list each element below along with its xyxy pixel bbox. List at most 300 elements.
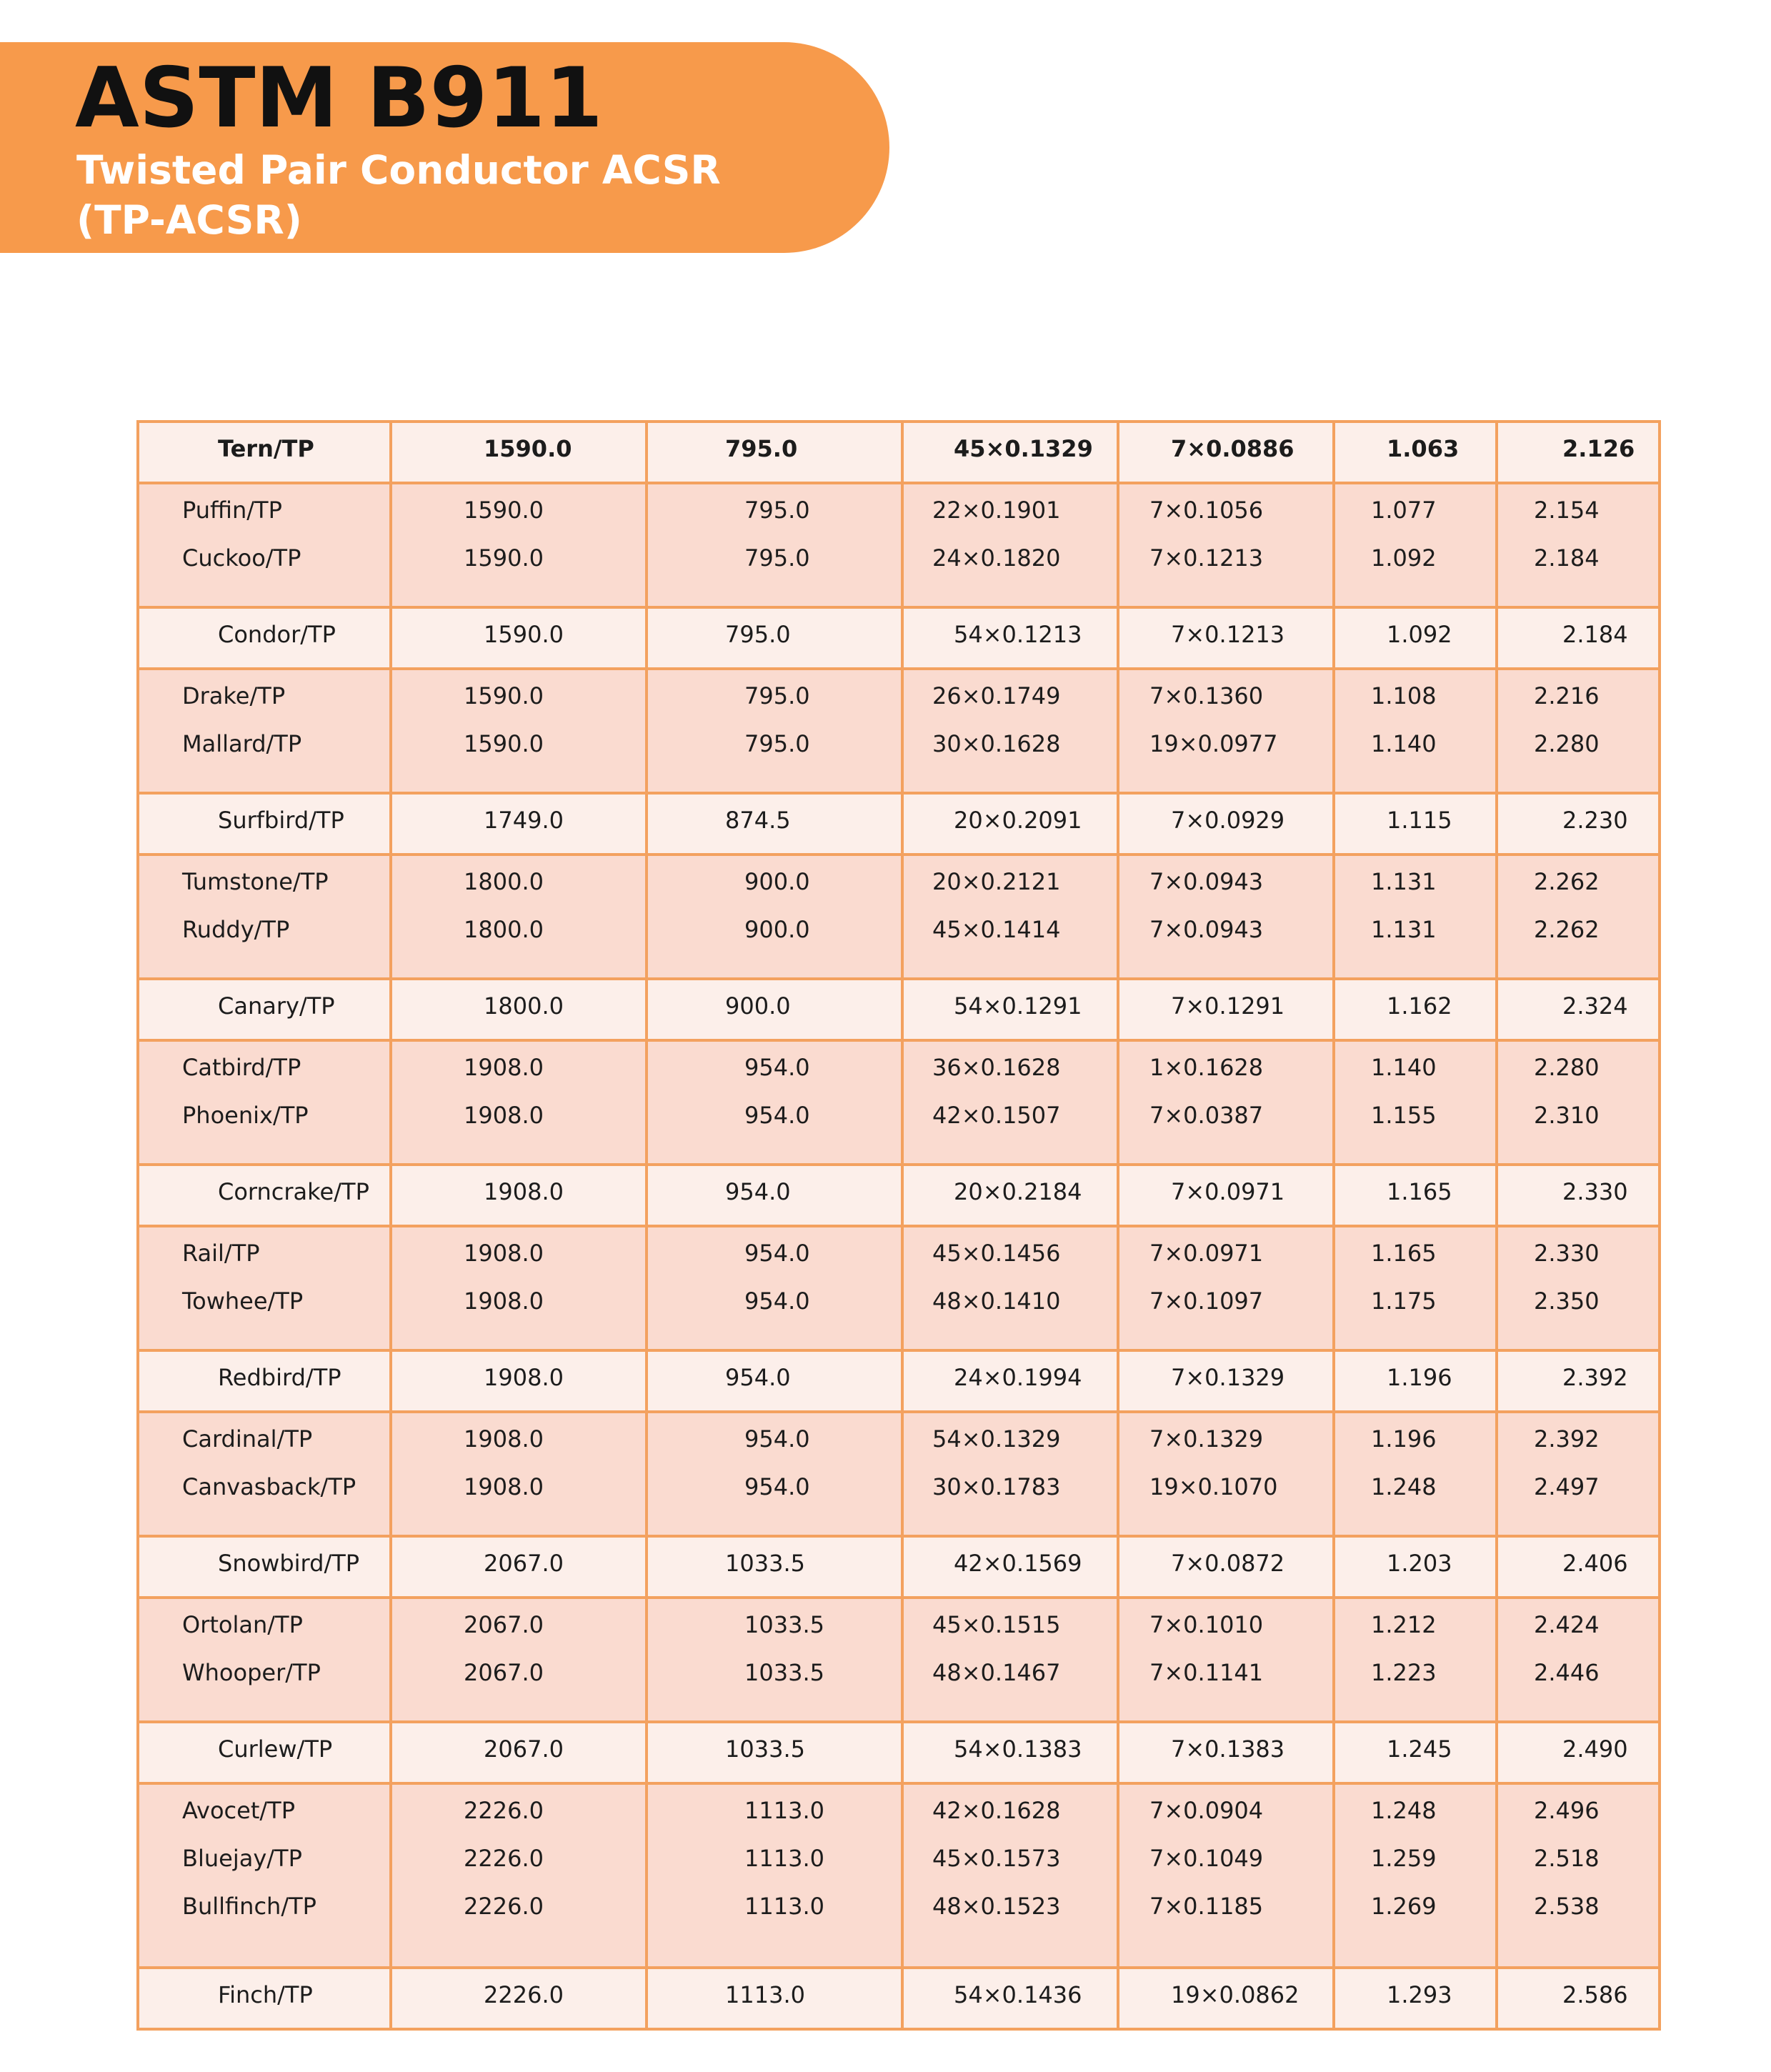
cell-line: 54×0.1329 bbox=[932, 1425, 1061, 1453]
cell-line: 7×0.1010 bbox=[1149, 1611, 1264, 1638]
cell-line: 7×0.1049 bbox=[1149, 1845, 1264, 1872]
cell-line: 2.392 bbox=[1534, 1425, 1600, 1453]
table-cell-col-5 bbox=[1118, 1598, 1334, 1722]
cell-line: 7×0.0929 bbox=[1171, 807, 1285, 834]
table-cell-col-4 bbox=[902, 483, 1118, 607]
cell-line: 2.324 bbox=[1562, 992, 1628, 1020]
table-cell-col-5 bbox=[1118, 1722, 1334, 1783]
cell-line: 19×0.1070 bbox=[1149, 1473, 1278, 1500]
cell-line: 2.446 bbox=[1534, 1659, 1600, 1686]
cell-line: 1.092 bbox=[1387, 621, 1452, 648]
table-row bbox=[138, 1783, 1660, 1968]
cell-line: 19×0.0977 bbox=[1149, 730, 1278, 757]
table-row bbox=[138, 1722, 1660, 1783]
cell-line: 1033.5 bbox=[725, 1735, 805, 1763]
cell-line: 54×0.1213 bbox=[954, 621, 1082, 648]
cell-line: Surfbird/TP bbox=[218, 807, 344, 834]
table-cell-col-3 bbox=[647, 1040, 902, 1165]
table-cell-conductor-code bbox=[138, 1968, 391, 2029]
table-cell-col-2 bbox=[391, 1722, 647, 1783]
table-cell-col-6 bbox=[1334, 1350, 1497, 1412]
table-cell-col-6 bbox=[1334, 1968, 1497, 2029]
cell-line: 20×0.2121 bbox=[932, 868, 1061, 895]
table-cell-col-6 bbox=[1334, 422, 1497, 483]
cell-line: 1.196 bbox=[1387, 1364, 1452, 1391]
cell-line: 954.0 bbox=[744, 1287, 810, 1315]
cell-line: 1033.5 bbox=[744, 1611, 824, 1638]
table-cell-conductor-code bbox=[138, 1165, 391, 1226]
table-cell-conductor-code bbox=[138, 1722, 391, 1783]
table-cell-col-7 bbox=[1497, 1783, 1660, 1968]
table-cell-col-3 bbox=[647, 855, 902, 979]
cell-line: Ortolan/TP bbox=[182, 1611, 303, 1638]
table-cell-col-7 bbox=[1497, 1598, 1660, 1722]
table-cell-conductor-code bbox=[138, 855, 391, 979]
cell-line: 2067.0 bbox=[464, 1659, 544, 1686]
cell-line: 22×0.1901 bbox=[932, 497, 1061, 524]
table-cell-col-5 bbox=[1118, 1226, 1334, 1350]
conductor-spec-table bbox=[136, 420, 1661, 2031]
table-cell-col-7 bbox=[1497, 607, 1660, 669]
table-cell-col-3 bbox=[647, 1536, 902, 1598]
cell-line: 2.350 bbox=[1534, 1287, 1600, 1315]
table-cell-conductor-code bbox=[138, 1536, 391, 1598]
cell-line: 1033.5 bbox=[744, 1659, 824, 1686]
table-cell-col-4 bbox=[902, 1783, 1118, 1968]
table-cell-conductor-code bbox=[138, 422, 391, 483]
cell-line: 36×0.1628 bbox=[932, 1054, 1061, 1081]
cell-line: Snowbird/TP bbox=[218, 1550, 360, 1577]
cell-line: 1033.5 bbox=[725, 1550, 805, 1577]
table-cell-col-2 bbox=[391, 1783, 647, 1968]
cell-line: 2.497 bbox=[1534, 1473, 1600, 1500]
cell-line: 1113.0 bbox=[725, 1981, 805, 2008]
cell-line: 2226.0 bbox=[464, 1845, 544, 1872]
cell-line: 30×0.1628 bbox=[932, 730, 1061, 757]
table-cell-col-5 bbox=[1118, 1412, 1334, 1536]
table-cell-conductor-code bbox=[138, 1226, 391, 1350]
table-cell-col-7 bbox=[1497, 422, 1660, 483]
table-row bbox=[138, 1350, 1660, 1412]
table-row bbox=[138, 483, 1660, 607]
table-cell-col-3 bbox=[647, 1783, 902, 1968]
cell-line: Ruddy/TP bbox=[182, 916, 290, 943]
cell-line: 7×0.0971 bbox=[1149, 1240, 1264, 1267]
table-cell-col-7 bbox=[1497, 1226, 1660, 1350]
table-cell-col-6 bbox=[1334, 1165, 1497, 1226]
cell-line: 1.293 bbox=[1387, 1981, 1452, 2008]
table-cell-conductor-code bbox=[138, 669, 391, 793]
cell-line: 900.0 bbox=[744, 916, 810, 943]
cell-line: 954.0 bbox=[744, 1473, 810, 1500]
cell-line: 1.269 bbox=[1371, 1893, 1437, 1920]
table-cell-col-7 bbox=[1497, 1412, 1660, 1536]
cell-line: 1.223 bbox=[1371, 1659, 1437, 1686]
table-cell-col-3 bbox=[647, 1226, 902, 1350]
table-cell-col-6 bbox=[1334, 1226, 1497, 1350]
table-cell-col-2 bbox=[391, 1412, 647, 1536]
cell-line: 42×0.1569 bbox=[954, 1550, 1082, 1577]
cell-line: 20×0.2184 bbox=[954, 1178, 1082, 1205]
cell-line: 1.140 bbox=[1371, 1054, 1437, 1081]
cell-line: 1590.0 bbox=[484, 621, 564, 648]
page-subtitle: Twisted Pair Conductor ACSR (TP-ACSR) bbox=[76, 147, 721, 243]
cell-line: 1.155 bbox=[1371, 1102, 1437, 1129]
table-cell-col-5 bbox=[1118, 979, 1334, 1040]
table-cell-col-3 bbox=[647, 1412, 902, 1536]
cell-line: 7×0.1291 bbox=[1171, 992, 1285, 1020]
cell-line: 2.230 bbox=[1562, 807, 1628, 834]
cell-line: 48×0.1467 bbox=[932, 1659, 1061, 1686]
cell-line: 1.108 bbox=[1371, 682, 1437, 709]
table-cell-col-4 bbox=[902, 1165, 1118, 1226]
table-cell-col-2 bbox=[391, 1040, 647, 1165]
table-cell-col-5 bbox=[1118, 793, 1334, 855]
cell-line: 2.262 bbox=[1534, 916, 1600, 943]
table-cell-col-7 bbox=[1497, 979, 1660, 1040]
cell-line: 1590.0 bbox=[464, 544, 544, 572]
cell-line: 45×0.1456 bbox=[932, 1240, 1061, 1267]
cell-line: 7×0.0904 bbox=[1149, 1797, 1264, 1824]
table-cell-col-7 bbox=[1497, 483, 1660, 607]
cell-line: 1800.0 bbox=[464, 916, 544, 943]
cell-line: 2.216 bbox=[1534, 682, 1600, 709]
table-cell-col-2 bbox=[391, 607, 647, 669]
cell-line: 45×0.1573 bbox=[932, 1845, 1061, 1872]
cell-line: 2.330 bbox=[1534, 1240, 1600, 1267]
table-cell-conductor-code bbox=[138, 607, 391, 669]
cell-line: 795.0 bbox=[725, 621, 791, 648]
cell-line: 1.162 bbox=[1387, 992, 1452, 1020]
table-row bbox=[138, 1412, 1660, 1536]
table-cell-col-2 bbox=[391, 1350, 647, 1412]
table-cell-col-5 bbox=[1118, 1536, 1334, 1598]
cell-line: 1.196 bbox=[1371, 1425, 1437, 1453]
table-cell-col-6 bbox=[1334, 1040, 1497, 1165]
cell-line: 2.424 bbox=[1534, 1611, 1600, 1638]
cell-line: 1×0.1628 bbox=[1149, 1054, 1264, 1081]
cell-line: 954.0 bbox=[725, 1364, 791, 1391]
table-cell-col-2 bbox=[391, 422, 647, 483]
table-cell-col-3 bbox=[647, 793, 902, 855]
cell-line: 795.0 bbox=[725, 435, 798, 462]
cell-line: Whooper/TP bbox=[182, 1659, 321, 1686]
table-row bbox=[138, 422, 1660, 483]
cell-line: 1.245 bbox=[1387, 1735, 1452, 1763]
table-cell-col-5 bbox=[1118, 607, 1334, 669]
cell-line: Rail/TP bbox=[182, 1240, 260, 1267]
cell-line: 1590.0 bbox=[464, 497, 544, 524]
table-cell-col-5 bbox=[1118, 1350, 1334, 1412]
table-cell-col-4 bbox=[902, 422, 1118, 483]
cell-line: 1800.0 bbox=[464, 868, 544, 895]
cell-line: 874.5 bbox=[725, 807, 791, 834]
cell-line: 1.131 bbox=[1371, 868, 1437, 895]
cell-line: 1113.0 bbox=[744, 1797, 824, 1824]
cell-line: 54×0.1291 bbox=[954, 992, 1082, 1020]
cell-line: 2.184 bbox=[1562, 621, 1628, 648]
cell-line: 1800.0 bbox=[484, 992, 564, 1020]
table-cell-conductor-code bbox=[138, 1412, 391, 1536]
cell-line: 900.0 bbox=[725, 992, 791, 1020]
table-row bbox=[138, 979, 1660, 1040]
cell-line: 2067.0 bbox=[484, 1550, 564, 1577]
cell-line: 7×0.1213 bbox=[1171, 621, 1285, 648]
table-cell-col-4 bbox=[902, 669, 1118, 793]
cell-line: 54×0.1383 bbox=[954, 1735, 1082, 1763]
cell-line: 2.496 bbox=[1534, 1797, 1600, 1824]
cell-line: Bluejay/TP bbox=[182, 1845, 302, 1872]
table-cell-col-3 bbox=[647, 1165, 902, 1226]
cell-line: 7×0.1056 bbox=[1149, 497, 1264, 524]
cell-line: 2.154 bbox=[1534, 497, 1600, 524]
table-row bbox=[138, 669, 1660, 793]
cell-line: 2.330 bbox=[1562, 1178, 1628, 1205]
cell-line: 24×0.1994 bbox=[954, 1364, 1082, 1391]
cell-line: 7×0.1329 bbox=[1149, 1425, 1264, 1453]
cell-line: 1.248 bbox=[1371, 1797, 1437, 1824]
cell-line: 954.0 bbox=[725, 1178, 791, 1205]
cell-line: 20×0.2091 bbox=[954, 807, 1082, 834]
table-cell-col-4 bbox=[902, 855, 1118, 979]
cell-line: 795.0 bbox=[744, 544, 810, 572]
cell-line: 54×0.1436 bbox=[954, 1981, 1082, 2008]
table-row bbox=[138, 1536, 1660, 1598]
table-cell-col-3 bbox=[647, 1722, 902, 1783]
cell-line: 1908.0 bbox=[464, 1054, 544, 1081]
cell-line: 7×0.0971 bbox=[1171, 1178, 1285, 1205]
table-row bbox=[138, 855, 1660, 979]
table-cell-col-5 bbox=[1118, 1040, 1334, 1165]
cell-line: 7×0.0872 bbox=[1171, 1550, 1285, 1577]
cell-line: 1749.0 bbox=[484, 807, 564, 834]
cell-line: 2.184 bbox=[1534, 544, 1600, 572]
cell-line: Canary/TP bbox=[218, 992, 335, 1020]
cell-line: Tumstone/TP bbox=[182, 868, 329, 895]
cell-line: Phoenix/TP bbox=[182, 1102, 309, 1129]
cell-line: 1.165 bbox=[1371, 1240, 1437, 1267]
cell-line: 2226.0 bbox=[484, 1981, 564, 2008]
table-cell-col-2 bbox=[391, 793, 647, 855]
cell-line: 1.212 bbox=[1371, 1611, 1437, 1638]
cell-line: 2.262 bbox=[1534, 868, 1600, 895]
cell-line: Redbird/TP bbox=[218, 1364, 341, 1391]
table-cell-col-7 bbox=[1497, 1040, 1660, 1165]
cell-line: 1908.0 bbox=[484, 1178, 564, 1205]
cell-line: 900.0 bbox=[744, 868, 810, 895]
cell-line: 48×0.1523 bbox=[932, 1893, 1061, 1920]
cell-line: Bullfinch/TP bbox=[182, 1893, 316, 1920]
cell-line: 1113.0 bbox=[744, 1893, 824, 1920]
table-cell-conductor-code bbox=[138, 793, 391, 855]
table-cell-col-3 bbox=[647, 1350, 902, 1412]
table-cell-col-5 bbox=[1118, 1968, 1334, 2029]
table-cell-col-2 bbox=[391, 483, 647, 607]
cell-line: Finch/TP bbox=[218, 1981, 313, 2008]
table-cell-col-2 bbox=[391, 855, 647, 979]
cell-line: 2.392 bbox=[1562, 1364, 1628, 1391]
table-row bbox=[138, 793, 1660, 855]
cell-line: 2.538 bbox=[1534, 1893, 1600, 1920]
table-cell-col-4 bbox=[902, 1040, 1118, 1165]
cell-line: Curlew/TP bbox=[218, 1735, 333, 1763]
cell-line: 2067.0 bbox=[464, 1611, 544, 1638]
cell-line: 1.248 bbox=[1371, 1473, 1437, 1500]
spec-table-body bbox=[138, 422, 1660, 2029]
cell-line: 2.310 bbox=[1534, 1102, 1600, 1129]
cell-line: 954.0 bbox=[744, 1102, 810, 1129]
cell-line: 7×0.1360 bbox=[1149, 682, 1264, 709]
cell-line: 1908.0 bbox=[464, 1102, 544, 1129]
cell-line: 1908.0 bbox=[464, 1425, 544, 1453]
table-cell-col-6 bbox=[1334, 1412, 1497, 1536]
cell-line: 7×0.0943 bbox=[1149, 916, 1264, 943]
cell-line: 7×0.1097 bbox=[1149, 1287, 1264, 1315]
table-cell-col-7 bbox=[1497, 669, 1660, 793]
cell-line: Cuckoo/TP bbox=[182, 544, 301, 572]
table-cell-col-4 bbox=[902, 1968, 1118, 2029]
table-cell-col-7 bbox=[1497, 1536, 1660, 1598]
table-cell-col-3 bbox=[647, 979, 902, 1040]
cell-line: 1113.0 bbox=[744, 1845, 824, 1872]
table-cell-col-4 bbox=[902, 1598, 1118, 1722]
table-row bbox=[138, 1226, 1660, 1350]
cell-line: 2226.0 bbox=[464, 1797, 544, 1824]
table-cell-col-4 bbox=[902, 979, 1118, 1040]
cell-line: 7×0.0387 bbox=[1149, 1102, 1264, 1129]
table-cell-col-5 bbox=[1118, 1783, 1334, 1968]
table-cell-col-4 bbox=[902, 607, 1118, 669]
cell-line: 1.063 bbox=[1387, 435, 1460, 462]
cell-line: 19×0.0862 bbox=[1171, 1981, 1299, 2008]
cell-line: 48×0.1410 bbox=[932, 1287, 1061, 1315]
cell-line: 795.0 bbox=[744, 730, 810, 757]
cell-line: 42×0.1628 bbox=[932, 1797, 1061, 1824]
table-cell-col-4 bbox=[902, 793, 1118, 855]
table-cell-col-7 bbox=[1497, 1722, 1660, 1783]
table-row bbox=[138, 1598, 1660, 1722]
cell-line: 1.077 bbox=[1371, 497, 1437, 524]
cell-line: 7×0.0886 bbox=[1171, 435, 1294, 462]
table-cell-col-5 bbox=[1118, 855, 1334, 979]
table-row bbox=[138, 1040, 1660, 1165]
cell-line: 795.0 bbox=[744, 682, 810, 709]
table-cell-col-6 bbox=[1334, 1783, 1497, 1968]
cell-line: Tern/TP bbox=[218, 435, 314, 462]
table-cell-col-3 bbox=[647, 1968, 902, 2029]
cell-line: 1.115 bbox=[1387, 807, 1452, 834]
cell-line: 45×0.1515 bbox=[932, 1611, 1061, 1638]
table-cell-col-6 bbox=[1334, 1722, 1497, 1783]
table-cell-conductor-code bbox=[138, 1783, 391, 1968]
table-row bbox=[138, 1968, 1660, 2029]
cell-line: 1590.0 bbox=[484, 435, 572, 462]
cell-line: 45×0.1414 bbox=[932, 916, 1061, 943]
cell-line: Condor/TP bbox=[218, 621, 336, 648]
cell-line: 795.0 bbox=[744, 497, 810, 524]
table-cell-col-4 bbox=[902, 1412, 1118, 1536]
cell-line: 1908.0 bbox=[464, 1287, 544, 1315]
table-cell-conductor-code bbox=[138, 1040, 391, 1165]
cell-line: 45×0.1329 bbox=[954, 435, 1093, 462]
cell-line: 30×0.1783 bbox=[932, 1473, 1061, 1500]
table-cell-col-6 bbox=[1334, 607, 1497, 669]
cell-line: 1908.0 bbox=[464, 1240, 544, 1267]
table-cell-col-4 bbox=[902, 1722, 1118, 1783]
cell-line: Avocet/TP bbox=[182, 1797, 295, 1824]
table-cell-col-2 bbox=[391, 1226, 647, 1350]
cell-line: 1.203 bbox=[1387, 1550, 1452, 1577]
table-cell-col-5 bbox=[1118, 1165, 1334, 1226]
table-cell-col-5 bbox=[1118, 422, 1334, 483]
cell-line: 2067.0 bbox=[484, 1735, 564, 1763]
table-cell-col-2 bbox=[391, 1165, 647, 1226]
cell-line: 1908.0 bbox=[464, 1473, 544, 1500]
table-cell-col-3 bbox=[647, 607, 902, 669]
cell-line: 7×0.1329 bbox=[1171, 1364, 1285, 1391]
cell-line: Corncrake/TP bbox=[218, 1178, 369, 1205]
cell-line: 954.0 bbox=[744, 1054, 810, 1081]
cell-line: 1.175 bbox=[1371, 1287, 1437, 1315]
table-cell-col-7 bbox=[1497, 1968, 1660, 2029]
cell-line: 1.092 bbox=[1371, 544, 1437, 572]
cell-line: Catbird/TP bbox=[182, 1054, 301, 1081]
cell-line: 7×0.1383 bbox=[1171, 1735, 1285, 1763]
table-cell-conductor-code bbox=[138, 1598, 391, 1722]
table-cell-col-4 bbox=[902, 1226, 1118, 1350]
table-cell-col-5 bbox=[1118, 483, 1334, 607]
table-cell-col-3 bbox=[647, 483, 902, 607]
cell-line: Canvasback/TP bbox=[182, 1473, 356, 1500]
cell-line: 1590.0 bbox=[464, 730, 544, 757]
table-cell-col-6 bbox=[1334, 483, 1497, 607]
table-cell-conductor-code bbox=[138, 1350, 391, 1412]
cell-line: 7×0.1185 bbox=[1149, 1893, 1264, 1920]
table-cell-col-6 bbox=[1334, 1536, 1497, 1598]
cell-line: Towhee/TP bbox=[182, 1287, 304, 1315]
table-row bbox=[138, 1165, 1660, 1226]
cell-line: 2.280 bbox=[1534, 1054, 1600, 1081]
cell-line: 2.126 bbox=[1562, 435, 1635, 462]
cell-line: 7×0.0943 bbox=[1149, 868, 1264, 895]
cell-line: 2.586 bbox=[1562, 1981, 1628, 2008]
table-cell-col-2 bbox=[391, 669, 647, 793]
cell-line: 7×0.1213 bbox=[1149, 544, 1264, 572]
table-cell-col-5 bbox=[1118, 669, 1334, 793]
cell-line: 1.131 bbox=[1371, 916, 1437, 943]
cell-line: Mallard/TP bbox=[182, 730, 302, 757]
table-cell-conductor-code bbox=[138, 483, 391, 607]
cell-line: 2.490 bbox=[1562, 1735, 1628, 1763]
cell-line: Cardinal/TP bbox=[182, 1425, 313, 1453]
table-cell-conductor-code bbox=[138, 979, 391, 1040]
table-row bbox=[138, 607, 1660, 669]
table-cell-col-6 bbox=[1334, 855, 1497, 979]
table-cell-col-3 bbox=[647, 422, 902, 483]
cell-line: 2.518 bbox=[1534, 1845, 1600, 1872]
table-cell-col-4 bbox=[902, 1536, 1118, 1598]
cell-line: Drake/TP bbox=[182, 682, 286, 709]
cell-line: 1.140 bbox=[1371, 730, 1437, 757]
cell-line: 1590.0 bbox=[464, 682, 544, 709]
table-cell-col-7 bbox=[1497, 1165, 1660, 1226]
table-cell-col-6 bbox=[1334, 669, 1497, 793]
table-cell-col-2 bbox=[391, 1968, 647, 2029]
table-cell-col-3 bbox=[647, 669, 902, 793]
cell-line: 42×0.1507 bbox=[932, 1102, 1061, 1129]
cell-line: 1908.0 bbox=[484, 1364, 564, 1391]
cell-line: 2226.0 bbox=[464, 1893, 544, 1920]
